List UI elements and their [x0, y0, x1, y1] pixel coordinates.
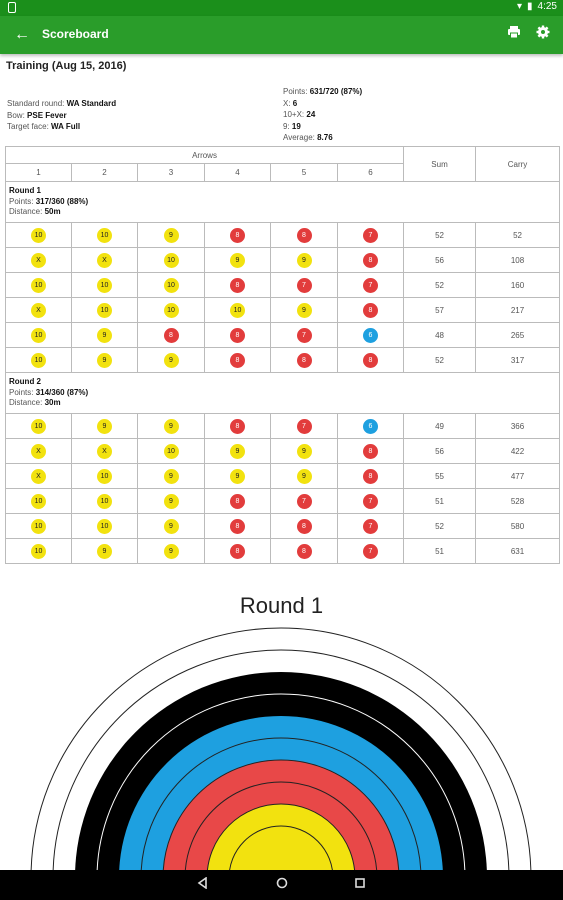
arrow-score-badge: 9 [97, 419, 112, 434]
arrow-score-badge: 8 [363, 353, 378, 368]
round-info-row [6, 373, 560, 414]
end-carry: 160 [476, 273, 560, 298]
arrow-score-badge: X [31, 444, 46, 459]
standard-round-line: Standard round: WA Standard [7, 99, 117, 108]
arrow-score-badge: 9 [297, 303, 312, 318]
arrow-score-badge: 9 [164, 519, 179, 534]
arrow-score-badge: 7 [297, 328, 312, 343]
arrow-cell [205, 223, 271, 248]
end-carry: 631 [476, 539, 560, 564]
arrow-score-badge: 7 [297, 419, 312, 434]
arrow-cell [205, 439, 271, 464]
arrow-cell [338, 414, 404, 439]
arrow-score-badge: 7 [363, 544, 378, 559]
end-row[interactable] [6, 439, 560, 464]
arrow-cell [338, 273, 404, 298]
arrow-cell [338, 514, 404, 539]
arrow-cell [271, 514, 338, 539]
arrow-cell [72, 464, 138, 489]
arrow-cell [271, 223, 338, 248]
end-carry: 477 [476, 464, 560, 489]
end-sum: 56 [404, 248, 476, 273]
target-face-line: Target face: WA Full [7, 122, 81, 131]
arrow-score-badge: 9 [297, 444, 312, 459]
end-sum: 57 [404, 298, 476, 323]
arrow-cell [138, 223, 205, 248]
end-carry: 528 [476, 489, 560, 514]
arrow-cell [205, 348, 271, 373]
arrow-score-badge: 10 [31, 494, 46, 509]
arrow-score-badge: 9 [230, 469, 245, 484]
end-row[interactable] [6, 489, 560, 514]
arrow-cell [72, 439, 138, 464]
arrow-cell [338, 464, 404, 489]
arrow-cell [138, 273, 205, 298]
arrow-score-badge: 8 [230, 328, 245, 343]
arrow-cell [271, 439, 338, 464]
battery-icon: ▮ [527, 1, 533, 12]
arrows-header: Arrows [6, 147, 404, 164]
arrow-cell [6, 348, 72, 373]
arrow-cell [72, 489, 138, 514]
arrow-cell [138, 248, 205, 273]
arrow-score-badge: 9 [164, 228, 179, 243]
arrow-cell [6, 464, 72, 489]
arrow-cell [138, 464, 205, 489]
arrow-score-badge: 8 [363, 253, 378, 268]
arrow-score-badge: 9 [164, 494, 179, 509]
arrow-column-header: 2 [72, 164, 138, 182]
arrow-column-header: 6 [338, 164, 404, 182]
arrow-score-badge: X [31, 303, 46, 318]
end-sum: 48 [404, 323, 476, 348]
arrow-cell [72, 539, 138, 564]
arrow-cell [72, 414, 138, 439]
points-line: Points: 631/720 (87%) [283, 87, 363, 96]
arrow-cell [205, 414, 271, 439]
arrow-score-badge: 6 [363, 328, 378, 343]
end-carry: 580 [476, 514, 560, 539]
arrow-score-badge: 9 [164, 469, 179, 484]
arrow-score-badge: 9 [164, 544, 179, 559]
arrow-score-badge: 10 [164, 253, 179, 268]
end-sum: 52 [404, 514, 476, 539]
arrow-cell [338, 539, 404, 564]
arrow-cell [72, 323, 138, 348]
end-row[interactable] [6, 323, 560, 348]
end-sum: 52 [404, 223, 476, 248]
arrow-cell [138, 489, 205, 514]
arrow-cell [138, 348, 205, 373]
arrow-score-badge: 10 [97, 494, 112, 509]
print-icon[interactable] [505, 25, 523, 42]
arrow-back-icon[interactable]: ← [14, 26, 30, 43]
arrow-score-badge: 10 [164, 444, 179, 459]
end-sum: 52 [404, 273, 476, 298]
arrow-score-badge: 8 [230, 544, 245, 559]
round-points: Points: 317/360 (88%) [9, 196, 89, 206]
average-line: Average: 8.76 [283, 133, 333, 142]
arrow-score-badge: 9 [97, 544, 112, 559]
carry-header: Carry [476, 147, 560, 182]
arrow-cell [6, 489, 72, 514]
arrow-score-badge: 8 [297, 353, 312, 368]
bow-line: Bow: PSE Fever [7, 110, 67, 120]
arrow-cell [138, 514, 205, 539]
training-title: Training (Aug 15, 2016) [6, 60, 127, 72]
end-row[interactable] [6, 298, 560, 323]
arrow-score-badge: 7 [297, 494, 312, 509]
arrow-score-badge: 10 [97, 519, 112, 534]
end-carry: 317 [476, 348, 560, 373]
sum-header: Sum [404, 147, 476, 182]
arrow-score-badge: 6 [363, 419, 378, 434]
arrow-score-badge: 7 [363, 228, 378, 243]
arrow-cell [271, 273, 338, 298]
arrow-score-badge: X [97, 253, 112, 268]
arrow-score-badge: 10 [164, 303, 179, 318]
round-name: Round 2 [9, 377, 41, 387]
round-name: Round 1 [9, 186, 41, 196]
round-info [6, 182, 560, 223]
round-points: Points: 314/360 (87%) [9, 387, 89, 397]
arrow-score-badge: 10 [230, 303, 245, 318]
arrow-score-badge: 10 [31, 328, 46, 343]
arrow-cell [72, 514, 138, 539]
arrow-score-badge: 8 [297, 519, 312, 534]
round-distance: Distance: 50m [9, 207, 61, 217]
arrow-cell [205, 539, 271, 564]
ten-x-count-line: 10+X: 24 [283, 110, 316, 119]
arrow-score-badge: 7 [363, 278, 378, 293]
arrow-cell [72, 273, 138, 298]
arrow-cell [271, 248, 338, 273]
app-bar [0, 16, 563, 54]
end-sum: 56 [404, 439, 476, 464]
arrow-score-badge: 9 [164, 353, 179, 368]
arrow-score-badge: 10 [97, 278, 112, 293]
arrow-score-badge: 9 [297, 253, 312, 268]
arrow-cell [338, 489, 404, 514]
arrow-score-badge: 8 [297, 228, 312, 243]
arrow-cell [205, 489, 271, 514]
system-nav-bar [0, 870, 563, 900]
arrow-score-badge: 8 [363, 469, 378, 484]
arrow-score-badge: 10 [31, 353, 46, 368]
arrow-column-header: 3 [138, 164, 205, 182]
arrow-score-badge: 8 [164, 328, 179, 343]
arrow-score-badge: X [97, 444, 112, 459]
arrow-score-badge: 8 [230, 519, 245, 534]
arrow-cell [6, 248, 72, 273]
settings-gear-icon[interactable] [534, 25, 552, 42]
target-face [0, 600, 563, 870]
round-distance: Distance: 30m [9, 398, 61, 408]
arrow-cell [205, 248, 271, 273]
arrow-cell [271, 414, 338, 439]
arrow-cell [6, 323, 72, 348]
arrow-cell [205, 514, 271, 539]
arrow-cell [138, 298, 205, 323]
arrow-cell [138, 539, 205, 564]
arrow-score-badge: X [31, 469, 46, 484]
arrow-score-badge: 10 [97, 469, 112, 484]
end-sum: 51 [404, 539, 476, 564]
arrow-score-badge: 8 [230, 494, 245, 509]
end-carry: 366 [476, 414, 560, 439]
arrow-cell [138, 414, 205, 439]
end-sum: 51 [404, 489, 476, 514]
end-row[interactable] [6, 464, 560, 489]
arrow-score-badge: 7 [363, 494, 378, 509]
arrow-column-header: 5 [271, 164, 338, 182]
target-round-title: Round 1 [239, 593, 324, 618]
arrow-score-badge: X [31, 253, 46, 268]
arrow-score-badge: 9 [97, 353, 112, 368]
wifi-icon: ▾ [516, 1, 523, 12]
home-circle-icon[interactable] [273, 877, 291, 893]
arrow-cell [338, 248, 404, 273]
arrow-column-header: 1 [6, 164, 72, 182]
end-carry: 108 [476, 248, 560, 273]
arrow-score-badge: 9 [297, 469, 312, 484]
arrow-score-badge: 9 [230, 253, 245, 268]
arrow-cell [271, 323, 338, 348]
arrow-score-badge: 9 [97, 328, 112, 343]
arrow-cell [205, 273, 271, 298]
arrow-cell [6, 414, 72, 439]
end-carry: 52 [476, 223, 560, 248]
arrow-cell [205, 298, 271, 323]
arrow-cell [271, 464, 338, 489]
arrow-cell [271, 539, 338, 564]
arrow-cell [6, 514, 72, 539]
status-time: 4:25 [537, 1, 557, 12]
app-bar-title: Scoreboard [42, 27, 109, 41]
arrow-cell [138, 323, 205, 348]
arrow-cell [205, 464, 271, 489]
arrow-score-badge: 8 [230, 353, 245, 368]
arrow-cell [6, 223, 72, 248]
end-carry: 422 [476, 439, 560, 464]
sd-card-icon [8, 2, 16, 13]
x-count-line: X: 6 [283, 98, 298, 108]
status-bar [0, 0, 563, 16]
nine-count-line: 9: 19 [283, 121, 301, 131]
end-row[interactable] [6, 539, 560, 564]
arrow-cell [271, 348, 338, 373]
arrow-score-badge: 8 [363, 303, 378, 318]
arrow-score-badge: 10 [97, 303, 112, 318]
arrow-cell [6, 273, 72, 298]
arrow-cell [72, 248, 138, 273]
end-sum: 52 [404, 348, 476, 373]
arrow-score-badge: 10 [31, 519, 46, 534]
arrow-cell [6, 439, 72, 464]
arrow-cell [338, 298, 404, 323]
end-row[interactable] [6, 223, 560, 248]
arrow-cell [6, 539, 72, 564]
arrow-score-badge: 10 [31, 544, 46, 559]
end-row[interactable] [6, 514, 560, 539]
arrow-cell [72, 348, 138, 373]
arrow-score-badge: 8 [230, 419, 245, 434]
end-row[interactable] [6, 414, 560, 439]
end-carry: 217 [476, 298, 560, 323]
arrow-cell [138, 439, 205, 464]
end-sum: 49 [404, 414, 476, 439]
arrow-score-badge: 10 [31, 228, 46, 243]
end-row[interactable] [6, 248, 560, 273]
back-triangle-icon[interactable] [194, 877, 212, 893]
end-carry: 265 [476, 323, 560, 348]
training-meta-left [7, 98, 116, 133]
arrow-cell [205, 323, 271, 348]
arrow-cell [6, 298, 72, 323]
arrow-score-badge: 7 [363, 519, 378, 534]
round-info [6, 373, 560, 414]
arrow-score-badge: 9 [230, 444, 245, 459]
arrow-score-badge: 10 [31, 419, 46, 434]
end-sum: 55 [404, 464, 476, 489]
recents-square-icon[interactable] [351, 877, 369, 893]
scoreboard-table [5, 146, 560, 564]
arrow-score-badge: 7 [297, 278, 312, 293]
arrow-cell [338, 323, 404, 348]
arrow-cell [72, 298, 138, 323]
arrow-score-badge: 8 [297, 544, 312, 559]
arrow-column-header: 4 [205, 164, 271, 182]
end-row[interactable] [6, 273, 560, 298]
arrow-score-badge: 9 [164, 419, 179, 434]
arrow-cell [271, 298, 338, 323]
arrow-score-badge: 8 [230, 228, 245, 243]
arrow-cell [338, 439, 404, 464]
arrow-cell [72, 223, 138, 248]
round-info-row [6, 182, 560, 223]
arrow-score-badge: 10 [31, 278, 46, 293]
arrow-cell [271, 489, 338, 514]
end-row[interactable] [6, 348, 560, 373]
arrow-score-badge: 10 [164, 278, 179, 293]
arrow-cell [338, 348, 404, 373]
arrow-cell [338, 223, 404, 248]
arrow-score-badge: 10 [97, 228, 112, 243]
training-meta-right [283, 86, 362, 144]
arrow-score-badge: 8 [230, 278, 245, 293]
arrow-score-badge: 8 [363, 444, 378, 459]
scoreboard-body [6, 182, 560, 564]
